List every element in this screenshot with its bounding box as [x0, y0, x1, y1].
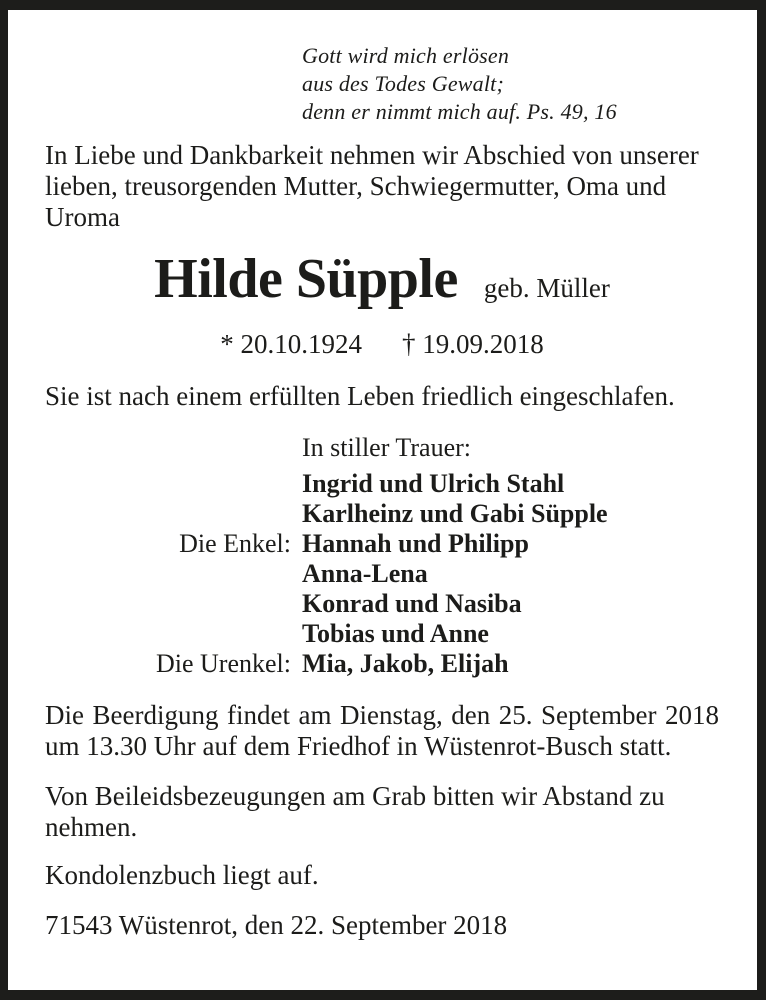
deceased-name: Hilde Süpple — [154, 248, 458, 310]
mourner-name: Anna-Lena — [302, 559, 428, 588]
quote-line: Gott wird mich erlösen — [302, 43, 510, 68]
mourner-name: Tobias und Anne — [302, 619, 489, 648]
intro-text: In Liebe und Dankbarkeit nehmen wir Abschied von unserer lieben, treusorgenden Mutter, Schwiegermutter, Oma und Uroma — [45, 140, 699, 232]
mourner-name: Mia, Jakob, Elijah — [302, 649, 509, 678]
death-date: † 19.09.2018 — [402, 329, 544, 359]
quote-line: aus des Todes Gewalt; — [302, 71, 505, 96]
mourner-label — [45, 469, 302, 499]
mourner-label — [45, 619, 302, 649]
mourner-label — [45, 589, 302, 619]
maiden-name: geb. Müller — [483, 273, 610, 303]
mourners-heading: In stiller Trauer: — [302, 433, 471, 462]
mourner-name: Hannah und Philipp — [302, 529, 529, 558]
mourner-label: Die Urenkel: — [155, 649, 291, 678]
mourner-name: Karlheinz und Gabi Süpple — [302, 499, 608, 528]
deceased-name-line — [45, 247, 719, 325]
life-dates — [45, 329, 719, 360]
place-date-line: 71543 Wüstenrot, den 22. September 2018 — [45, 910, 508, 940]
mourner-name: Konrad und Nasiba — [302, 589, 522, 618]
condolence-book-note: Kondolenzbuch liegt auf. — [45, 860, 319, 890]
mourner-label: Die Enkel: — [179, 529, 291, 558]
scripture-quote — [302, 10, 719, 126]
mourner-name: Ingrid und Ulrich Stahl — [302, 469, 565, 498]
funeral-info: Die Beerdigung findet am Dienstag, den 25. September 2018 um 13.30 Uhr auf dem Friedhof in Wüstenrot-Busch statt. — [45, 700, 719, 761]
peaceful-text: Sie ist nach einem erfüllten Leben friedlich eingeschlafen. — [45, 381, 675, 411]
quote-line: denn er nimmt mich auf. Ps. 49, 16 — [302, 99, 617, 124]
mourner-label — [45, 499, 302, 529]
mourners-section — [45, 433, 719, 679]
condolence-request: Von Beileidsbezeugungen am Grab bitten wir Abstand zu nehmen. — [45, 781, 665, 842]
birth-date: * 20.10.1924 — [220, 329, 362, 359]
mourner-label — [45, 559, 302, 589]
obituary-sheet — [8, 10, 757, 990]
